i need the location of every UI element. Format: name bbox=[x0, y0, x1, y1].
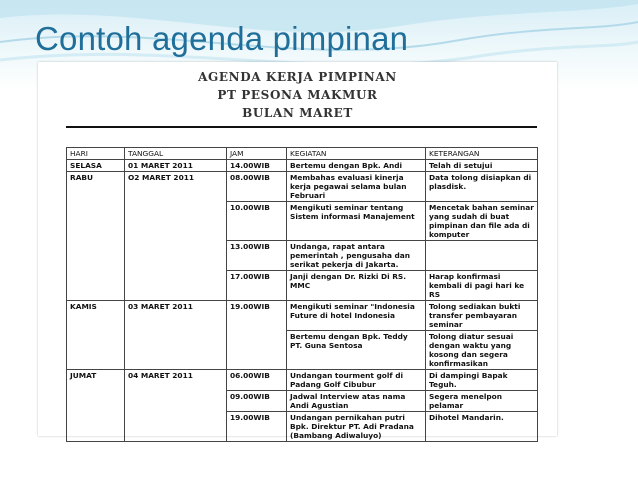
slide-title: Contoh agenda pimpinan bbox=[35, 20, 409, 57]
agenda-table bbox=[66, 147, 538, 442]
cell-hari: RABU bbox=[67, 172, 125, 202]
cell-kegiatan: Jadwal Interview atas nama Andi Agustian bbox=[287, 391, 426, 412]
cell-kegiatan: Undangan tourment golf di Padang Golf Cibubur bbox=[287, 370, 426, 391]
column-header-keterangan: KETERANGAN bbox=[426, 148, 538, 160]
cell-hari bbox=[67, 271, 125, 301]
cell-hari bbox=[67, 412, 125, 442]
cell-jam: 13.00WIB bbox=[227, 241, 287, 271]
heading-rule bbox=[66, 126, 537, 128]
cell-jam: 06.00WIB bbox=[227, 370, 287, 391]
cell-tanggal bbox=[125, 241, 227, 271]
cell-tanggal: 04 MARET 2011 bbox=[125, 370, 227, 391]
cell-jam: 09.00WIB bbox=[227, 391, 287, 412]
cell-keterangan: Segera menelpon pelamar bbox=[426, 391, 538, 412]
cell-hari: SELASA bbox=[67, 160, 125, 172]
cell-hari: JUMAT bbox=[67, 370, 125, 391]
table-row bbox=[67, 241, 538, 271]
table-row bbox=[67, 331, 538, 370]
cell-jam: 19.00WIB bbox=[227, 412, 287, 442]
cell-keterangan: Mencetak bahan seminar yang sudah di buat pimpinan dan file ada di komputer bbox=[426, 202, 538, 241]
doc-heading-line-2: PT PESONA MAKMUR bbox=[217, 88, 378, 102]
table-row bbox=[67, 412, 538, 442]
agenda-document bbox=[38, 62, 557, 440]
cell-kegiatan: Bertemu dengan Bpk. Teddy PT. Guna Sentosa bbox=[287, 331, 426, 370]
table-row bbox=[67, 391, 538, 412]
table-header-row bbox=[67, 148, 538, 160]
cell-tanggal bbox=[125, 391, 227, 412]
table-row bbox=[67, 160, 538, 172]
cell-hari: KAMIS bbox=[67, 301, 125, 331]
table-row bbox=[67, 271, 538, 301]
table-row bbox=[67, 202, 538, 241]
column-header-tanggal: TANGGAL bbox=[125, 148, 227, 160]
cell-jam: 10.00WIB bbox=[227, 202, 287, 241]
cell-keterangan bbox=[426, 241, 538, 271]
cell-tanggal bbox=[125, 412, 227, 442]
cell-keterangan: Dihotel Mandarin. bbox=[426, 412, 538, 442]
column-header-kegiatan: KEGIATAN bbox=[287, 148, 426, 160]
cell-tanggal bbox=[125, 202, 227, 241]
cell-kegiatan: Janji dengan Dr. Rizki Di RS. MMC bbox=[287, 271, 426, 301]
cell-keterangan: Tolong sediakan bukti transfer pembayaran seminar bbox=[426, 301, 538, 331]
cell-jam: 19.00WIB bbox=[227, 301, 287, 331]
cell-kegiatan: Undanga, rapat antara pemerintah , pengusaha dan serikat pekerja di Jakarta. bbox=[287, 241, 426, 271]
cell-kegiatan: Mengikuti seminar tentang Sistem informasi Manajement bbox=[287, 202, 426, 241]
cell-keterangan: Harap konfirmasi kembali di pagi hari ke RS bbox=[426, 271, 538, 301]
cell-hari bbox=[67, 241, 125, 271]
cell-tanggal: O2 MARET 2011 bbox=[125, 172, 227, 202]
cell-jam: 08.00WIB bbox=[227, 172, 287, 202]
cell-keterangan: Tolong diatur sesuai dengan waktu yang kosong dan segera konfirmasikan bbox=[426, 331, 538, 370]
cell-kegiatan: Undangan pernikahan putri Bpk. Direktur PT. Adi Pradana (Bambang Adiwaluyo) bbox=[287, 412, 426, 442]
cell-jam: 17.00WIB bbox=[227, 271, 287, 301]
cell-hari bbox=[67, 391, 125, 412]
cell-jam bbox=[227, 331, 287, 370]
cell-keterangan: Data tolong disiapkan di plasdisk. bbox=[426, 172, 538, 202]
cell-hari bbox=[67, 331, 125, 370]
cell-kegiatan: Mengikuti seminar "Indonesia Future di hotel Indonesia bbox=[287, 301, 426, 331]
table-row bbox=[67, 172, 538, 202]
cell-tanggal bbox=[125, 271, 227, 301]
cell-keterangan: Telah di setujui bbox=[426, 160, 538, 172]
cell-hari bbox=[67, 202, 125, 241]
doc-heading-line-1: AGENDA KERJA PIMPINAN bbox=[198, 70, 397, 84]
cell-tanggal bbox=[125, 331, 227, 370]
cell-keterangan: Di dampingi Bapak Teguh. bbox=[426, 370, 538, 391]
table-row bbox=[67, 301, 538, 331]
doc-heading-line-3: BULAN MARET bbox=[242, 106, 353, 120]
cell-tanggal: 01 MARET 2011 bbox=[125, 160, 227, 172]
cell-tanggal: 03 MARET 2011 bbox=[125, 301, 227, 331]
cell-kegiatan: Bertemu dengan Bpk. Andi bbox=[287, 160, 426, 172]
cell-jam: 14.00WIB bbox=[227, 160, 287, 172]
column-header-hari: HARI bbox=[67, 148, 125, 160]
column-header-jam: JAM bbox=[227, 148, 287, 160]
table-row bbox=[67, 370, 538, 391]
cell-kegiatan: Membahas evaluasi kinerja kerja pegawai selama bulan Februari bbox=[287, 172, 426, 202]
